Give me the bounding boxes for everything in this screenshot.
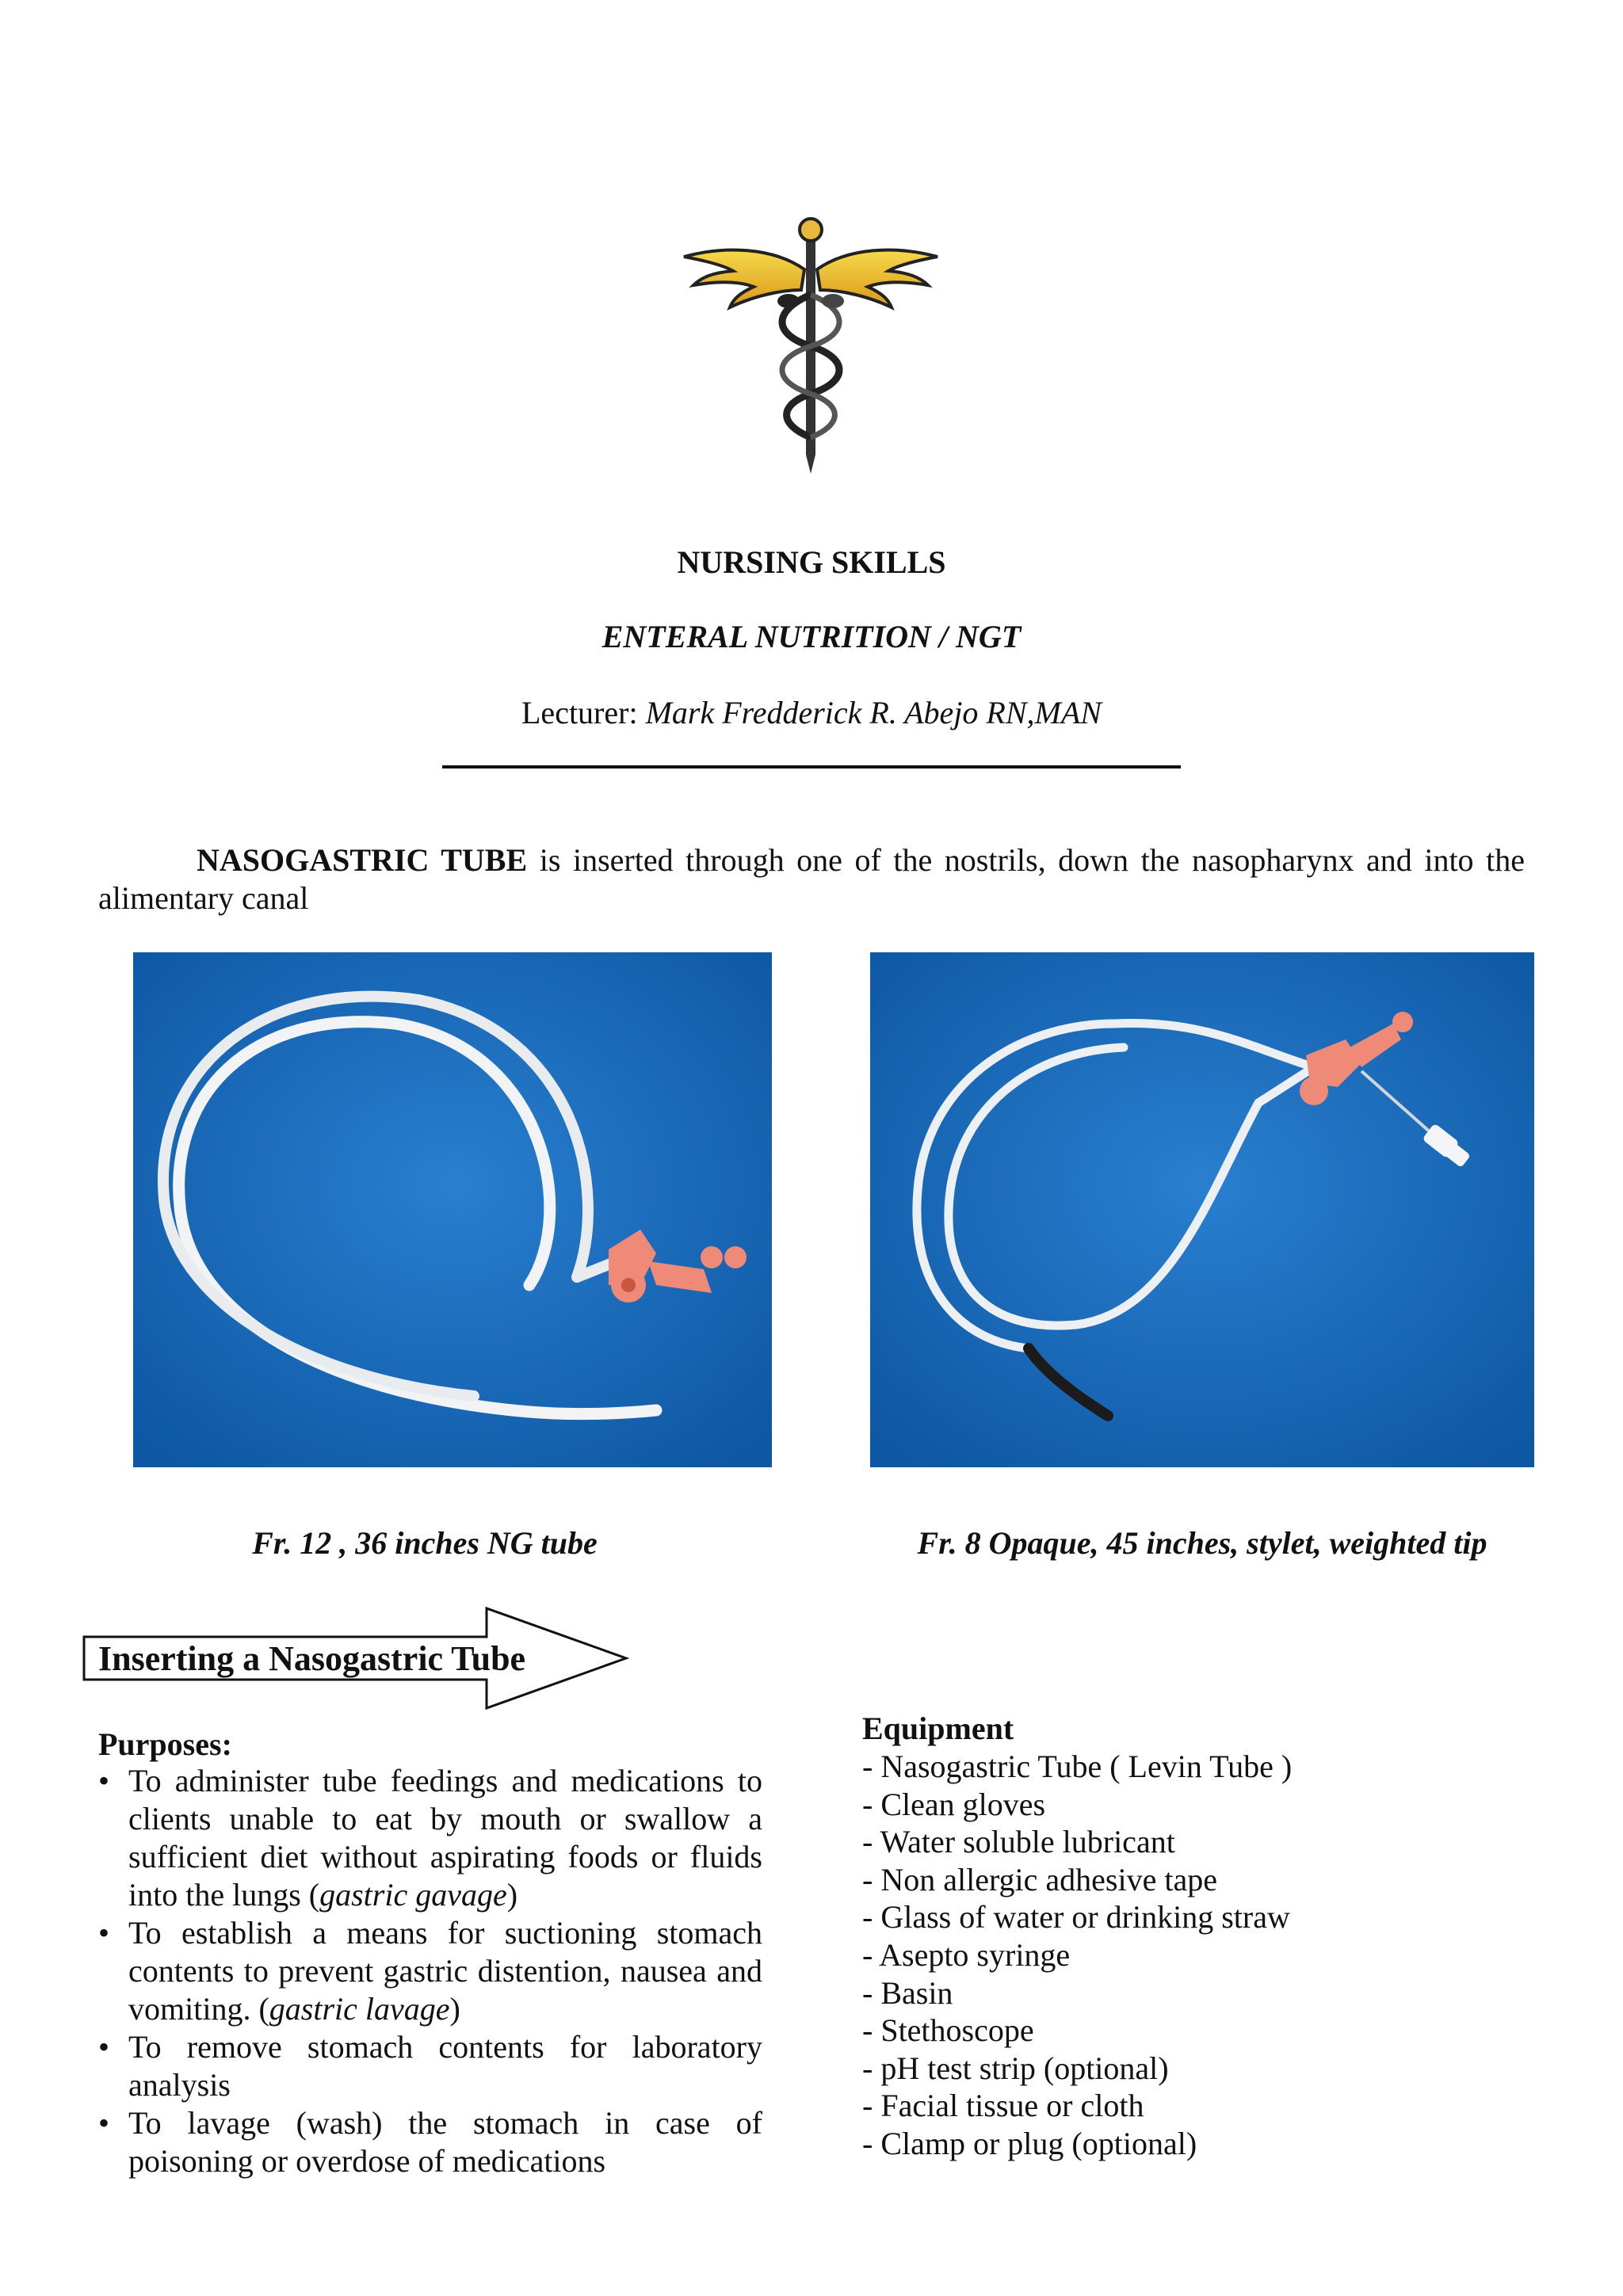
list-item: - Nasogastric Tube ( Levin Tube ) (862, 1749, 1293, 1784)
list-item: • To administer tube feedings and medications to clients unable to eat by mouth or swallow a sufficient diet without aspirating foods or fluids into the lungs (gastric gavage) (98, 1763, 762, 1913)
list-item: - Non allergic adhesive tape (862, 1861, 1217, 1897)
list-item: - Clean gloves (862, 1786, 1046, 1822)
bullet-icon: • (98, 1763, 110, 1798)
ng-tube-photo (133, 952, 772, 1467)
list-item: - Clamp or plug (optional) (862, 2125, 1197, 2161)
list-item: - Water soluble lubricant (862, 1824, 1175, 1860)
list-item: - Asepto syringe (862, 1936, 1071, 1973)
bullet-icon: • (98, 2105, 110, 2141)
caduceus-logo (678, 208, 944, 477)
figure-caption-right: Fr. 8 Opaque, 45 inches, stylet, weighted tip (917, 1525, 1487, 1561)
header-divider (442, 765, 1181, 769)
list-item: • To remove stomach contents for laboratory analysis (98, 2029, 762, 2103)
lecturer-label: Lecturer: (521, 695, 638, 730)
list-item: - pH test strip (optional) (862, 2050, 1169, 2086)
lecturer-line (0, 694, 1623, 731)
list-item: - Facial tissue or cloth (862, 2088, 1144, 2124)
page-title: NURSING SKILLS (677, 544, 946, 580)
list-item: - Glass of water or drinking straw (862, 1899, 1290, 1936)
list-item: • To lavage (wash) the stomach in case of poisoning or overdose of medications (98, 2105, 762, 2179)
purposes-heading: Purposes: (98, 1726, 232, 1762)
intro-term: NASOGASTRIC TUBE (197, 842, 528, 878)
bullet-icon: • (98, 2029, 110, 2065)
figure-caption-left: Fr. 12 , 36 inches NG tube (252, 1525, 598, 1561)
equipment-list (862, 1748, 1292, 2163)
purposes-list (98, 1762, 762, 2180)
list-item: - Basin (862, 1974, 953, 2011)
equipment-heading: Equipment (862, 1711, 1014, 1746)
list-item: - Stethoscope (862, 2012, 1034, 2049)
intro-text: is inserted through one of the nostrils, down the nasopharynx and into the alimentary canal (98, 842, 1525, 916)
page-subtitle: ENTERAL NUTRITION / NGT (601, 619, 1022, 654)
bullet-icon: • (98, 1915, 110, 1951)
intro-paragraph (98, 841, 1525, 917)
lecturer-name: Mark Fredderick R. Abejo RN,MAN (645, 695, 1102, 730)
weighted-tip-tube-photo (870, 952, 1534, 1467)
section-heading: Inserting a Nasogastric Tube (98, 1639, 526, 1678)
list-item: • To establish a means for suctioning stomach contents to prevent gastric distention, nausea and vomiting. (gastric lavage) (98, 1915, 762, 2027)
